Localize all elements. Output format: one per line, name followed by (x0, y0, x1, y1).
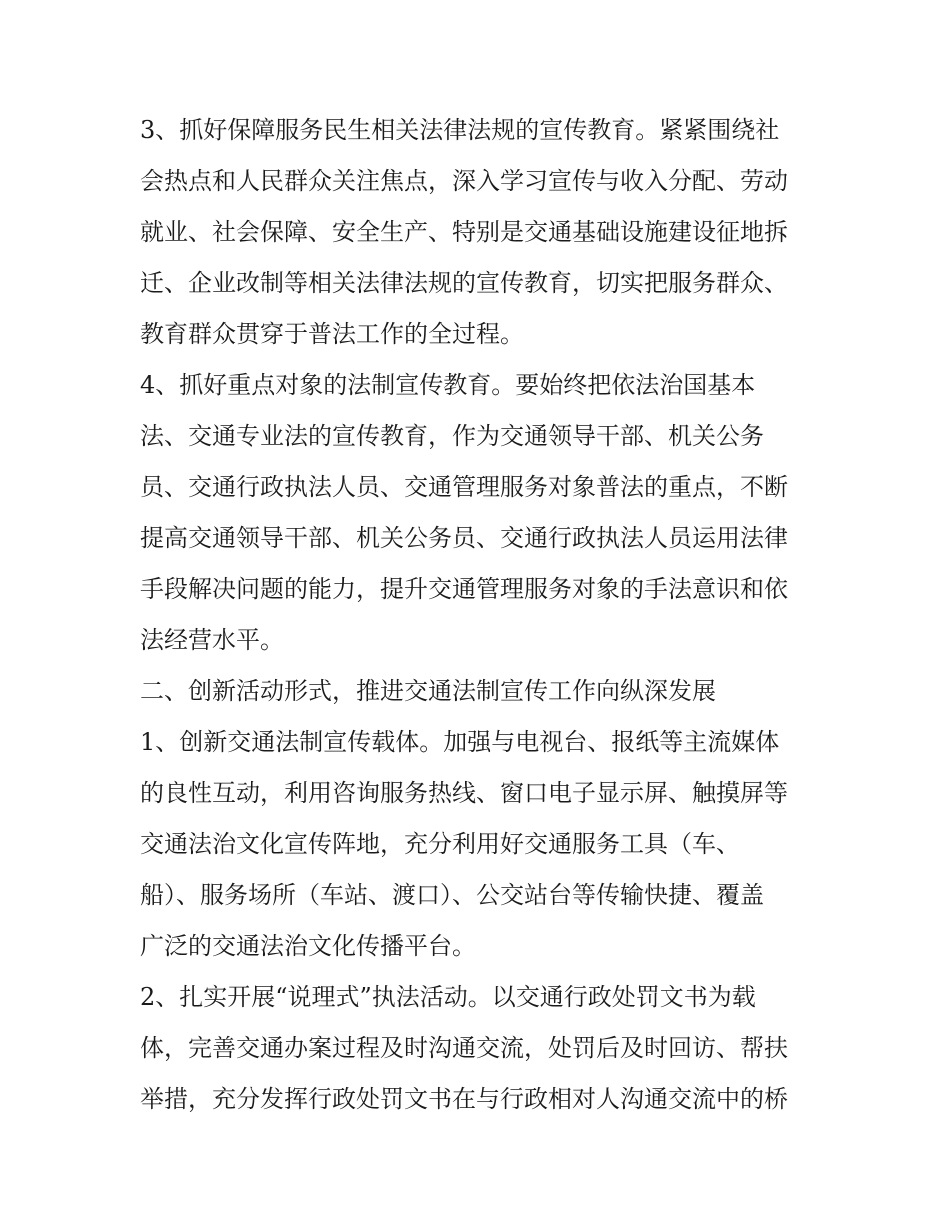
text-line: 就业、社会保障、安全生产、特别是交通基础设施建设征地拆 (140, 218, 788, 246)
text-line: 举措，充分发挥行政处罚文书在与行政相对人沟通交流中的桥 (140, 1085, 788, 1113)
document-body (140, 105, 820, 1125)
text-line: 体，完善交通办案过程及时沟通交流，处罚后及时回访、帮扶 (140, 1034, 788, 1062)
text-line: 3、抓好保障服务民生相关法律法规的宣传教育。紧紧围绕社 (140, 116, 780, 144)
text-line: 交通法治文化宣传阵地，充分利用好交通服务工具（车、 (140, 830, 740, 858)
text-line: 2、扎实开展“说理式”执法活动。以交通行政处罚文书为载 (140, 983, 756, 1011)
text-line: 教育群众贯穿于普法工作的全过程。 (140, 320, 524, 348)
text-line: 手段解决问题的能力，提升交通管理服务对象的手法意识和依 (140, 575, 788, 603)
text-line: 员、交通行政执法人员、交通管理服务对象普法的重点，不断 (140, 473, 788, 501)
text-line: 广泛的交通法治文化传播平台。 (140, 932, 476, 960)
text-line: 的良性互动，利用咨询服务热线、窗口电子显示屏、触摸屏等 (140, 779, 788, 807)
text-line: 法经营水平。 (140, 626, 284, 654)
text-line: 船）、服务场所（车站、渡口）、公交站台等传输快捷、覆盖 (140, 881, 764, 909)
text-line: 会热点和人民群众关注焦点，深入学习宣传与收入分配、劳动 (140, 167, 788, 195)
text-line: 1、创新交通法制宣传载体。加强与电视台、报纸等主流媒体 (140, 728, 780, 756)
section-heading: 二、创新活动形式，推进交通法制宣传工作向纵深发展 (140, 677, 716, 705)
text-line: 提高交通领导干部、机关公务员、交通行政执法人员运用法律 (140, 524, 788, 552)
text-line: 迁、企业改制等相关法律法规的宣传教育，切实把服务群众、 (140, 269, 788, 297)
text-line: 4、抓好重点对象的法制宣传教育。要始终把依法治国基本 (140, 371, 756, 399)
text-line: 法、交通专业法的宣传教育，作为交通领导干部、机关公务 (140, 422, 764, 450)
